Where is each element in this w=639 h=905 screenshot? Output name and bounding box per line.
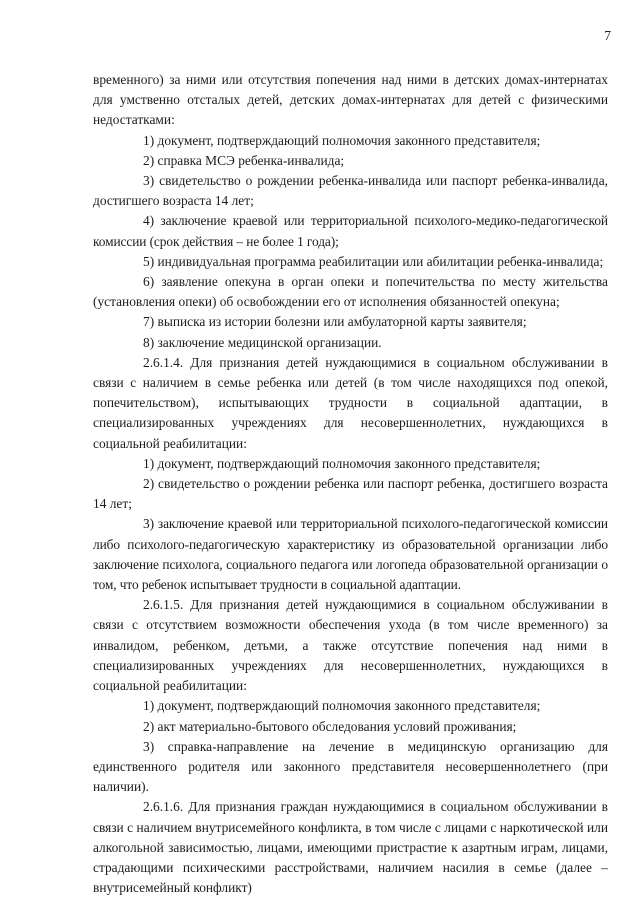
page-number: 7 [604,28,611,43]
list-item: 4) заключение краевой или территориальной психолого-медико-педагогической комиссии (срок действия – не более 1 года); [93,213,608,249]
list-item: 2) свидетельство о рождении ребенка или паспорт ребенка, достигшего возраста 14 лет; [93,476,608,512]
section-paragraph: 2.6.1.6. Для признания граждан нуждающимися в социальном обслуживании в связи с наличием внутрисемейного конфликта, в том числе с лицами с наркотической или алкогольной зависимостью, лицами, имеющими пристрастие к азартным играм, лицами, страдающими психическими расстройствами, наличием насилия в семье (далее – внутрисемейный конфликт) [93,799,608,896]
list-item: 1) документ, подтверждающий полномочия законного представителя; [143,132,541,148]
list-item: 3) справка-направление на лечение в медицинскую организацию для единственного родителя или законного представителя несовершеннолетнего (при наличии). [93,738,608,795]
list-item: 2) акт материально-бытового обследования условий проживания; [143,718,517,734]
list-item: 6) заявление опекуна в орган опеки и попечительства по месту жительства (установления опеки) об освобождении его от исполнения обязанностей опекуна; [93,274,608,310]
list-item: 1) документ, подтверждающий полномочия законного представителя; [143,455,541,471]
list-item: 3) свидетельство о рождении ребенка-инвалида или паспорт ребенка-инвалида, достигшего возраста 14 лет; [93,173,608,209]
list-item: 1) документ, подтверждающий полномочия законного представителя; [143,698,541,714]
list-item: 8) заключение медицинской организации. [143,334,382,350]
list-item: 5) индивидуальная программа реабилитации или абилитации ребенка-инвалида; [143,253,604,269]
list-item: 3) заключение краевой или территориальной психолого-педагогической комиссии либо психолого-педагогическую характеристику из образовательной организации либо заключение психолога, социального педагога или логопеда образовательной организации о том, что ребенок испытывает трудности в социальной адаптации. [93,516,608,593]
section-paragraph: 2.6.1.4. Для признания детей нуждающимися в социальном обслуживании в связи с наличием в семье ребенка или детей (в том числе находящихся под опекой, попечительством), испытывающих трудности в социальной адаптации, в специализированных учреждениях для несовершеннолетних, нуждающихся в социальной реабилитации: [93,354,608,451]
document-body [93,70,608,898]
paragraph-continuation: временного) за ними или отсутствия попечения над ними в детских домах-интернатах для умственно отсталых детей, детских домах-интернатах для детей с физическими недостатками: [93,72,608,128]
list-item: 7) выписка из истории болезни или амбулаторной карты заявителя; [143,314,527,330]
section-paragraph: 2.6.1.5. Для признания детей нуждающимися в социальном обслуживании в связи с отсутствием возможности обеспечения ухода (в том числе временного) за инвалидом, ребенком, детьми, а также отсутствие попечения над ними в специализированных учреждениях для несовершеннолетних, нуждающихся в социальной реабилитации: [93,597,608,694]
list-item: 2) справка МСЭ ребенка-инвалида; [143,152,345,168]
